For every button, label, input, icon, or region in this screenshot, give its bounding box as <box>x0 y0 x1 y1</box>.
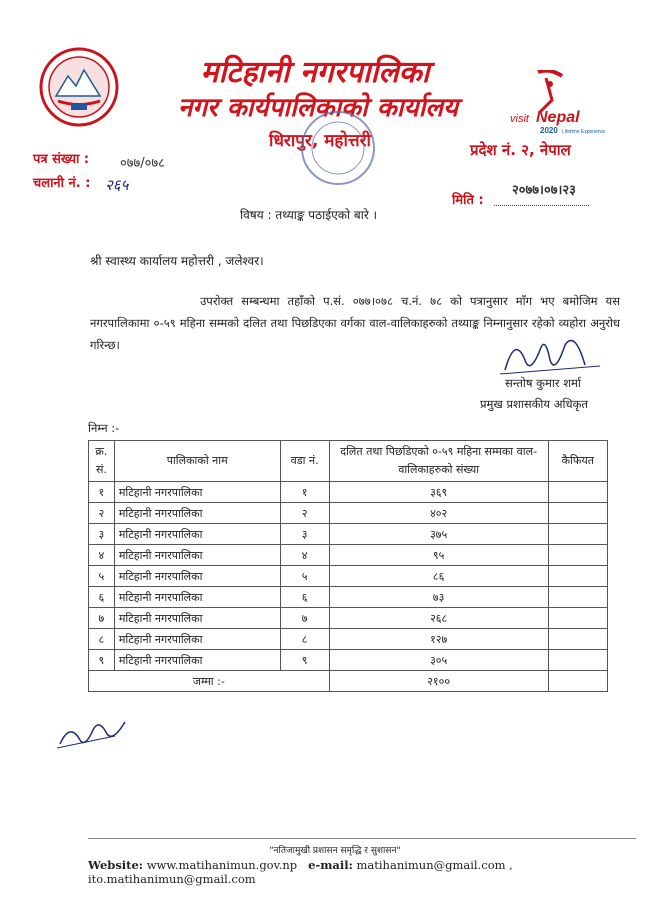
table-row <box>89 545 608 566</box>
table-row <box>89 650 608 671</box>
body-paragraph: उपरोक्त सम्बन्धमा तहाँको प.सं. ०७७।०७८ च.नं. ७८ को पत्रानुसार माँग भए बमोजिम यस नगरपालिकामा ०-५९ महिना सम्मको दलित तथा पिछडिएका वर्गका वाल-वालिकाहरुको तथ्याङ्क निम्नानुसार रहेको व्यहोरा अनुरोध गरिन्छ। <box>90 294 620 352</box>
signatory-title: प्रमुख प्रशासकीय अधिकृत <box>480 397 588 411</box>
initial-scribble <box>55 712 135 752</box>
header-ward: वडा नं. <box>280 441 329 482</box>
cell-name: मटिहानी नगरपालिका <box>114 524 280 545</box>
cell-remarks <box>548 482 607 503</box>
website-label: Website: <box>88 858 144 872</box>
date-line <box>494 205 589 206</box>
cell-name: मटिहानी नगरपालिका <box>114 587 280 608</box>
nepal-text: Nepal <box>536 109 580 126</box>
table-intro: निम्न :- <box>88 421 120 435</box>
header-count: दलित तथा पिछडिएको ०-५९ महिना सम्मका वाल-वालिकाहरुको संख्या <box>329 441 548 482</box>
cell-count: ३६९ <box>329 482 548 503</box>
cell-name: मटिहानी नगरपालिका <box>114 545 280 566</box>
cell-remarks <box>548 629 607 650</box>
cell-count: ३०५ <box>329 650 548 671</box>
website-link[interactable]: www.matihanimun.gov.np <box>146 858 298 872</box>
cell-name: मटिहानी नगरपालिका <box>114 566 280 587</box>
table-total-row <box>89 671 608 692</box>
cell-remarks <box>548 587 607 608</box>
footer-contact <box>88 858 648 886</box>
total-value: २१०० <box>329 671 548 692</box>
cell-count: ४०२ <box>329 503 548 524</box>
cell-sn: ५ <box>89 566 115 587</box>
table-row <box>89 629 608 650</box>
cell-ward: ६ <box>280 587 329 608</box>
table-row <box>89 503 608 524</box>
chalani-label: चलानी नं. : <box>33 176 91 191</box>
cell-remarks <box>548 566 607 587</box>
table-row <box>89 566 608 587</box>
cell-count: ८६ <box>329 566 548 587</box>
office-name: नगर कार्यपालिकाको कार्यालय <box>177 93 459 123</box>
cell-count: ९५ <box>329 545 548 566</box>
cell-sn: २ <box>89 503 115 524</box>
cell-remarks <box>548 503 607 524</box>
email-link[interactable]: matihanimun@gmail.com , ito.matihanimun@gmail.com <box>88 858 513 886</box>
cell-ward: २ <box>280 503 329 524</box>
year-text: 2020 <box>540 126 558 135</box>
email-label: e-mail: <box>308 858 353 872</box>
signatory-name: सन्तोष कुमार शर्मा <box>505 376 581 390</box>
cell-ward: १ <box>280 482 329 503</box>
cell-remarks <box>548 650 607 671</box>
cell-sn: १ <box>89 482 115 503</box>
cell-remarks <box>548 608 607 629</box>
cell-sn: ६ <box>89 587 115 608</box>
cell-sn: ४ <box>89 545 115 566</box>
header-remarks: कैफियत <box>548 441 607 482</box>
cell-count: ३७५ <box>329 524 548 545</box>
table-row <box>89 482 608 503</box>
patra-value: ०७७/०७८ <box>120 156 165 171</box>
cell-count: १२७ <box>329 629 548 650</box>
subject-line: विषय : तथ्याङ्क पठाईएको बारे । <box>240 208 378 222</box>
cell-name: मटिहानी नगरपालिका <box>114 503 280 524</box>
date-label: मिति : <box>452 193 484 208</box>
table-row <box>89 524 608 545</box>
org-name: मटिहानी नगरपालिका <box>200 55 430 90</box>
total-remarks <box>548 671 607 692</box>
cell-remarks <box>548 545 607 566</box>
cell-remarks <box>548 524 607 545</box>
header-sn: क्र. सं. <box>89 441 115 482</box>
header-name: पालिकाको नाम <box>114 441 280 482</box>
cell-sn: ८ <box>89 629 115 650</box>
table-header-row <box>89 441 608 482</box>
cell-name: मटिहानी नगरपालिका <box>114 650 280 671</box>
nepal-emblem-icon <box>38 46 120 128</box>
footer-motto: "नतिजामुखी प्रशासन समृद्धि र सुशासन" <box>269 846 401 856</box>
date-value: २०७७।०७।२३ <box>512 183 576 198</box>
patra-label: पत्र संख्या : <box>33 152 90 167</box>
visit-text: visit <box>510 113 529 125</box>
cell-sn: ३ <box>89 524 115 545</box>
chalani-value: २६५ <box>105 176 129 194</box>
table-row <box>89 608 608 629</box>
cell-ward: ४ <box>280 545 329 566</box>
cell-count: ७३ <box>329 587 548 608</box>
cell-sn: ९ <box>89 650 115 671</box>
table-row <box>89 587 608 608</box>
tagline-text: Lifetime Experiences <box>562 129 605 135</box>
total-label: जम्मा :- <box>89 671 330 692</box>
footer-divider <box>88 838 636 839</box>
cell-ward: ३ <box>280 524 329 545</box>
cell-sn: ७ <box>89 608 115 629</box>
cell-ward: ९ <box>280 650 329 671</box>
recipient-line: श्री स्वास्थ्य कार्यालय महोत्तरी , जलेश्वर। <box>90 254 264 268</box>
office-location: धिरापुर, महोत्तरी <box>269 131 371 151</box>
province-label: प्रदेश नं. २, नेपाल <box>470 141 571 159</box>
cell-name: मटिहानी नगरपालिका <box>114 608 280 629</box>
cell-ward: ७ <box>280 608 329 629</box>
cell-name: मटिहानी नगरपालिका <box>114 482 280 503</box>
visit-nepal-logo <box>510 70 605 140</box>
cell-name: मटिहानी नगरपालिका <box>114 629 280 650</box>
signature-scribble <box>495 330 605 380</box>
children-count-table <box>88 440 608 692</box>
cell-ward: ५ <box>280 566 329 587</box>
cell-count: २६८ <box>329 608 548 629</box>
cell-ward: ८ <box>280 629 329 650</box>
office-stamp <box>298 108 378 188</box>
